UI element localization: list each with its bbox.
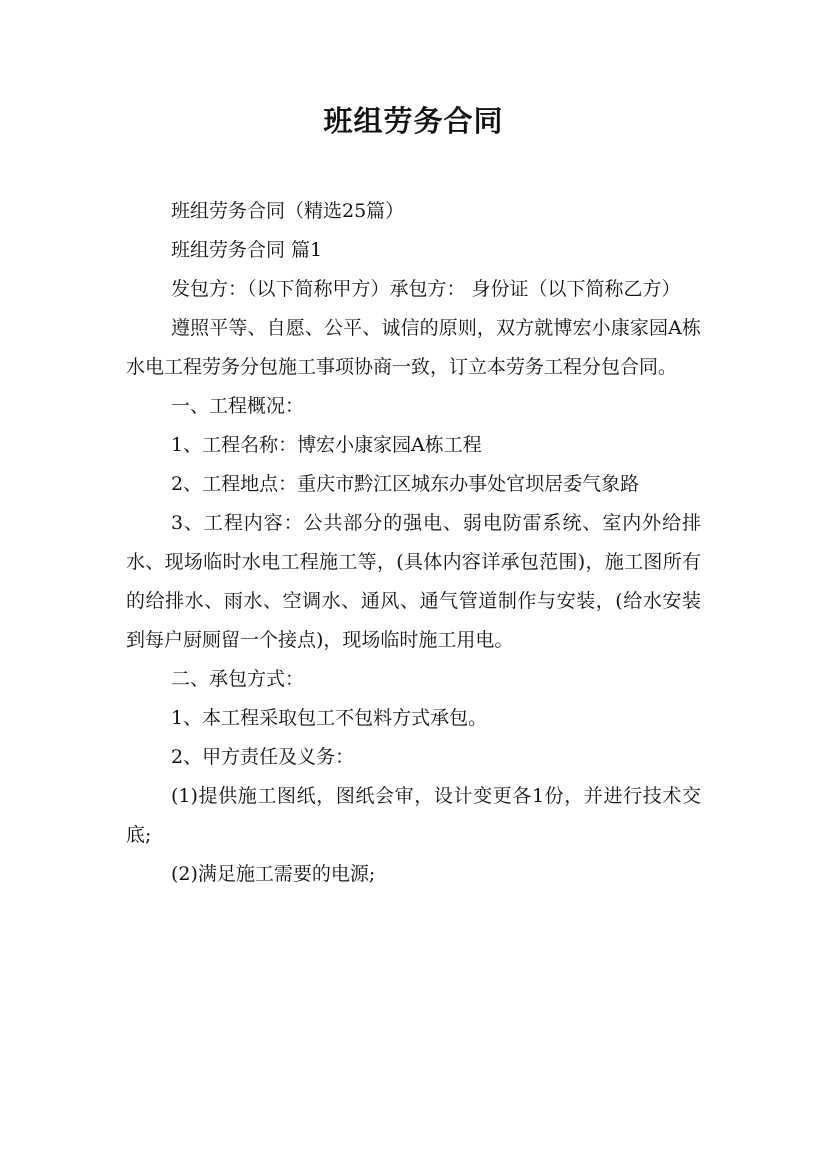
paragraph-duty-2: (2)满足施工需要的电源; — [171, 863, 376, 885]
paragraph-duty-1: (1)提供施工图纸，图纸会审，设计变更各1份，并进行技术交底; — [126, 785, 701, 846]
document-body — [126, 192, 701, 894]
document-title: 班组劳务合同 — [323, 104, 504, 138]
paragraph-subtitle: 班组劳务合同（精选25篇） — [171, 200, 405, 222]
paragraph-contract-method: 1、本工程采取包工不包料方式承包。 — [171, 707, 488, 729]
paragraph-project-content: 3、工程内容：公共部分的强电、弱电防雷系统、室内外给排水、现场临时水电工程施工等，(具体内容详承包范围)，施工图所有的给排水、雨水、空调水、通风、通气管道制作与安装，(给水安装到每户厨厕留一个接点)，现场临时施工用电。 — [126, 512, 701, 651]
paragraph-section-heading: 班组劳务合同 篇1 — [171, 239, 323, 261]
paragraph-project-name: 1、工程名称：博宏小康家园A栋工程 — [171, 434, 482, 456]
paragraph-preamble: 遵照平等、自愿、公平、诚信的原则，双方就博宏小康家园A栋水电工程劳务分包施工事项协商一致，订立本劳务工程分包合同。 — [126, 317, 701, 378]
paragraph-heading-contract-method: 二、承包方式： — [171, 668, 305, 690]
paragraph-parties: 发包方：（以下简称甲方）承包方： 身份证（以下简称乙方） — [171, 278, 681, 300]
paragraph-heading-overview: 一、工程概况： — [171, 395, 305, 417]
paragraph-project-location: 2、工程地点：重庆市黔江区城东办事处官坝居委气象路 — [171, 473, 640, 495]
paragraph-party-a-duties: 2、甲方责任及义务： — [171, 746, 355, 768]
